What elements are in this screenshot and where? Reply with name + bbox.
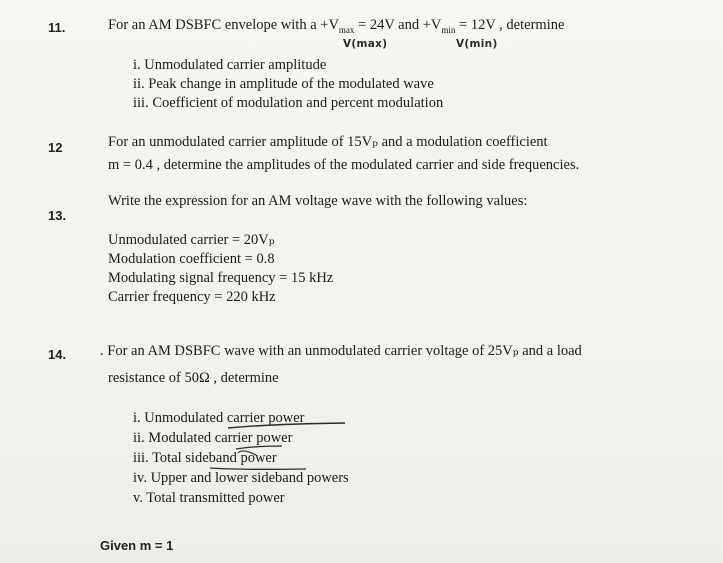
question-14-item: ii. Modulated carrier power	[133, 430, 293, 446]
question-13-value: Modulation coefficient = 0.8	[108, 251, 275, 267]
handwritten-vmin-note: V(min)	[456, 38, 498, 50]
question-14-item: v. Total transmitted power	[133, 490, 285, 506]
handwritten-vmax-note: V(max)	[343, 38, 388, 50]
question-14-number: 14.	[48, 347, 67, 362]
question-13-intro: Write the expression for an AM voltage wave with the following values:	[108, 193, 528, 209]
question-11-item: iii. Coefficient of modulation and percent modulation	[133, 95, 444, 111]
question-14-line-1: . For an AM DSBFC wave with an unmodulated carrier voltage of 25Vₚ and a load	[100, 343, 582, 359]
question-13-value: Modulating signal frequency = 15 kHz	[108, 270, 334, 286]
question-12-line-1: For an unmodulated carrier amplitude of 15Vₚ and a modulation coefficient	[108, 134, 548, 150]
question-12-line-2: m = 0.4 , determine the amplitudes of the modulated carrier and side frequencies.	[108, 157, 580, 173]
question-13-value: Carrier frequency = 220 kHz	[108, 289, 276, 305]
question-14-item: iii. Total sideband power	[133, 450, 277, 466]
question-11-item: ii. Peak change in amplitude of the modulated wave	[133, 76, 434, 92]
question-11-number: 11.	[48, 20, 66, 35]
question-14-item: iv. Upper and lower sideband powers	[133, 470, 349, 486]
question-14-line-2: resistance of 50Ω , determine	[108, 370, 279, 386]
given-value: Given m = 1	[100, 538, 174, 553]
question-13-value: Unmodulated carrier = 20Vₚ	[108, 232, 275, 248]
question-12-number: 12	[48, 140, 63, 155]
question-14-item: i. Unmodulated carrier power	[133, 410, 305, 426]
question-13-number: 13.	[48, 208, 67, 223]
question-11-item: i. Unmodulated carrier amplitude	[133, 57, 327, 73]
question-11-stem: For an AM DSBFC envelope with $a +V_{max} = 24V$ and $+V_{min} = 12V$ , determine	[108, 17, 565, 35]
